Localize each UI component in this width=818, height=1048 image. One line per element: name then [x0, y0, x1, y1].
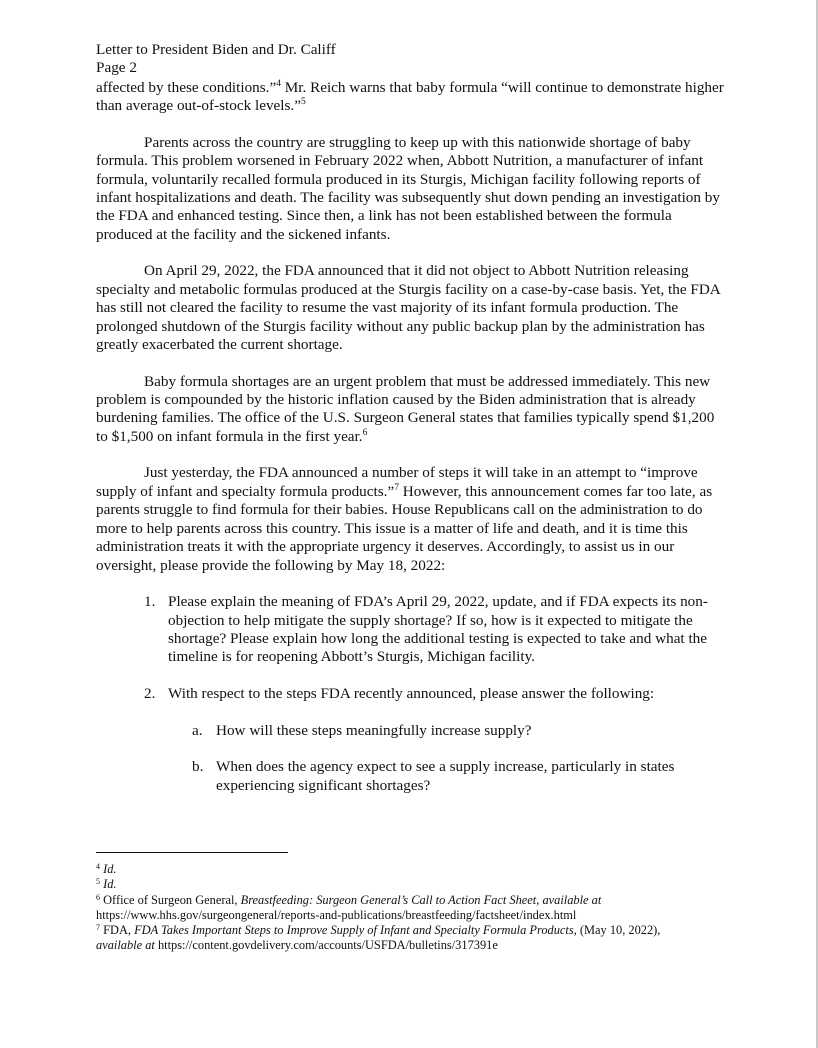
paragraph-text: However, this announcement comes far too late, as parents struggle to find formula for their babies. House Republicans call on the administration to do more to help parents across this country. This issue is a matter of life and death, and it is time this administration treats it with the appropriate urgency it deserves. Accordingly, to assist us in our oversight, please provide the following by May 18, 2022:	[96, 482, 713, 574]
footnote-ref[interactable]: 6	[362, 427, 368, 438]
footnote-ref[interactable]: 4	[276, 78, 281, 89]
header-page-number: Page 2	[96, 59, 137, 77]
footnote-5	[96, 877, 724, 892]
paragraph-text: Just yesterday, the FDA announced a number of steps it will take in an attempt to “improve supply of infant and specialty formula products.”	[96, 464, 698, 500]
footnote-number: 5	[96, 877, 100, 887]
sub-list-item	[96, 722, 724, 740]
footnote-source-title: Breastfeeding: Surgeon General’s Call to Action Fact Sheet	[240, 892, 537, 907]
sub-list-item-letter: b.	[192, 758, 204, 776]
list-item-text: With respect to the steps FDA recently announced, please answer the following:	[168, 684, 655, 702]
footnote-text: Id.	[103, 862, 117, 876]
footnote-text: FDA,	[103, 923, 135, 938]
footnote-url-link[interactable]: https://content.govdelivery.com/accounts/USFDA/bulletins/317391e	[157, 938, 498, 953]
footnote-source-title: FDA Takes Important Steps to Improve Supply of Infant and Specialty Formula Products	[134, 923, 574, 938]
footnote-number: 7	[96, 923, 100, 933]
footnote-4	[96, 862, 724, 877]
footnote-text: , (May 10, 2022),	[573, 923, 661, 938]
paragraph-april-announcement: On April 29, 2022, the FDA announced that it did not object to Abbott Nutrition releasing specialty and metabolic formulas produced at the Sturgis facility on a case-by-case basis. Yet, the FDA has still not cleared the facility to resume the vast majority of its infant formula production. The prolonged shutdown of the Sturgis facility without any public backup plan by the administration has greatly exacerbated the current shortage.	[96, 262, 720, 354]
sub-list-item-letter: a.	[192, 721, 203, 739]
paragraph-text: Mr. Reich warns that baby formula “will continue to demonstrate higher than average out-of-stock levels.”	[96, 78, 724, 115]
paragraph-inflation	[96, 373, 724, 447]
sub-list-item-text: When does the agency expect to see a supply increase, particularly in states experiencing significant shortages?	[216, 758, 675, 794]
footnote-available-at: available at	[96, 938, 155, 953]
footnote-divider	[96, 852, 288, 853]
footnote-text: Office of Surgeon General,	[103, 892, 241, 907]
footnote-number: 4	[96, 862, 100, 871]
sub-list-item-text: How will these steps meaningfully increase supply?	[216, 721, 532, 739]
paragraph-continued	[96, 79, 724, 116]
header-title: Letter to President Biden and Dr. Califf	[96, 41, 336, 58]
footnote-ref[interactable]: 5	[300, 97, 306, 108]
footnote-text: Id.	[103, 877, 117, 892]
list-item	[96, 685, 724, 703]
footnote-url-link[interactable]: https://www.hhs.gov/surgeongeneral/reports-and-publications/breastfeeding/factsheet/index.html	[96, 907, 577, 922]
letter-page	[96, 41, 724, 813]
footnote-ref[interactable]: 7	[394, 482, 399, 493]
footnotes	[96, 862, 724, 954]
question-list	[96, 593, 724, 703]
list-item-number: 2.	[144, 684, 156, 702]
sub-list-item	[96, 758, 724, 795]
letter-header	[96, 41, 724, 78]
paragraph-shortage: Parents across the country are struggling to keep up with this nationwide shortage of baby formula. This problem worsened in February 2022 when, Abbott Nutrition, a manufacturer of infant formula, voluntarily recalled formula produced in its Sturgis, Michigan facility following reports of infant hospitalizations and death. The facility was subsequently shut down pending an investigation by the FDA and enhanced testing. Since then, a link has not been established between the formula produced at the facility and the sickened infants.	[96, 133, 720, 243]
footnote-7	[96, 923, 724, 954]
footnote-available-at: available at	[542, 892, 602, 907]
footnote-text: ,	[536, 892, 543, 907]
list-item-number: 1.	[144, 593, 156, 611]
list-item-text: Please explain the meaning of FDA’s April 29, 2022, update, and if FDA expects its non-objection to help mitigate the supply shortage? If so, how is it expected to mitigate the shortage? Please explain how long the additional testing is expected to take and what the timeline is for reopening Abbott’s Sturgis, Michigan facility.	[168, 593, 708, 666]
paragraph-text: affected by these conditions.”	[96, 78, 277, 96]
list-item	[96, 593, 724, 667]
paragraph-text: Baby formula shortages are an urgent problem that must be addressed immediately. This new problem is compounded by the historic inflation caused by the Biden administration that is already burdening families. The office of the U.S. Surgeon General states that families typically spend $1,200 to $1,500 on infant formula in the first year.	[96, 372, 715, 445]
footnote-6	[96, 893, 724, 924]
paragraph-request	[96, 464, 724, 574]
footnote-number: 6	[96, 892, 100, 902]
